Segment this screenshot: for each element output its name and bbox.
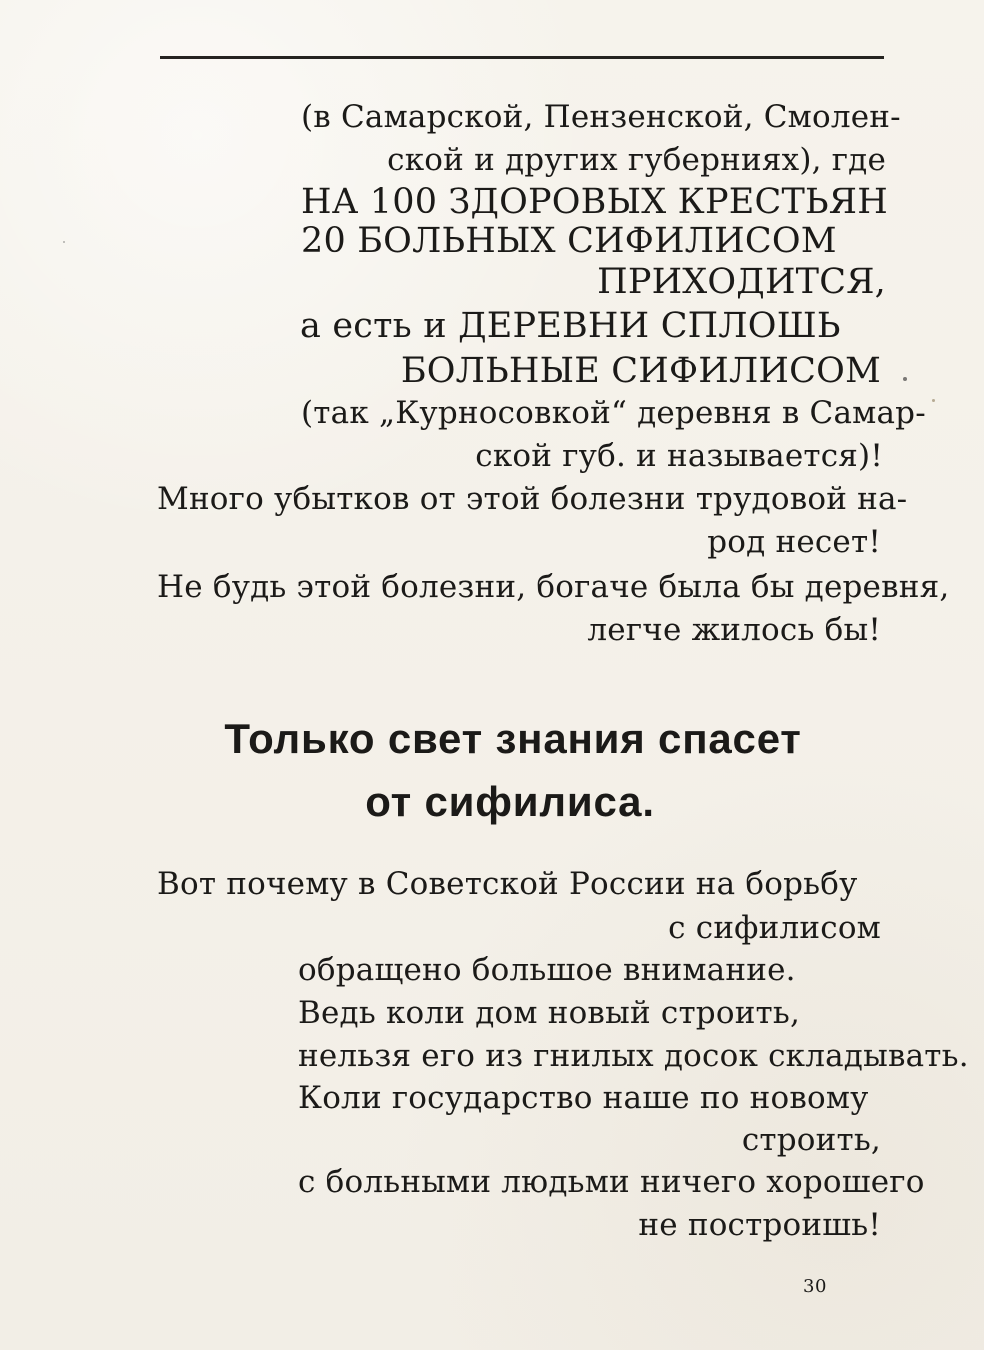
bottom-block-line-4: Ведь коли дом новый строить, — [298, 995, 801, 1031]
top-rule — [160, 56, 884, 59]
main-heading-line-2: от сифилиса. — [365, 778, 655, 825]
top-block-line-4: 20 БОЛЬНЫХ СИФИЛИСОМ — [301, 221, 837, 261]
paper-speck — [932, 399, 935, 402]
top-block-line-12: Не будь этой болезни, богаче была бы деревня, — [157, 569, 950, 605]
bottom-block-line-9: не построишь! — [638, 1207, 881, 1243]
top-block-line-9: ской губ. и называется)! — [475, 438, 883, 474]
top-block-line-13: легче жилось бы! — [587, 612, 881, 648]
bottom-block-line-5: нельзя его из гнилых досок складывать. — [298, 1038, 969, 1074]
top-block-line-6: а есть и ДЕРЕВНИ СПЛОШЬ — [300, 306, 841, 346]
top-block-line-1: (в Самарской, Пензенской, Смолен- — [301, 99, 901, 135]
bottom-block-line-3: обращено большое внимание. — [298, 952, 796, 988]
top-block-line-7: БОЛЬНЫЕ СИФИЛИСОМ — [400, 351, 881, 391]
paper-speck — [903, 596, 905, 598]
bottom-block-line-8: с больными людьми ничего хорошего — [298, 1164, 925, 1200]
bottom-block-line-1: Вот почему в Советской России на борьбу — [157, 866, 858, 902]
paper-speck — [63, 241, 65, 243]
page-number: 30 — [803, 1276, 827, 1297]
top-block-line-5: ПРИХОДИТСЯ, — [597, 262, 886, 302]
bottom-block-line-2: с сифилисом — [668, 910, 881, 946]
top-block-line-8: (так „Курносовкой“ деревня в Самар- — [301, 395, 926, 431]
top-block-line-11: род несет! — [707, 524, 881, 560]
bottom-block-line-7: строить, — [741, 1122, 881, 1158]
top-block-line-3: НА 100 ЗДОРОВЫХ КРЕСТЬЯН — [301, 182, 888, 222]
top-block-line-10: Много убытков от этой болезни трудовой на- — [157, 481, 908, 517]
bottom-block-line-6: Коли государство наше по новому — [298, 1080, 869, 1116]
top-block-line-2: ской и других губерниях), где — [387, 142, 886, 178]
paper-speck — [903, 377, 907, 381]
main-heading-line-1: Только свет знания спасет — [224, 715, 802, 762]
